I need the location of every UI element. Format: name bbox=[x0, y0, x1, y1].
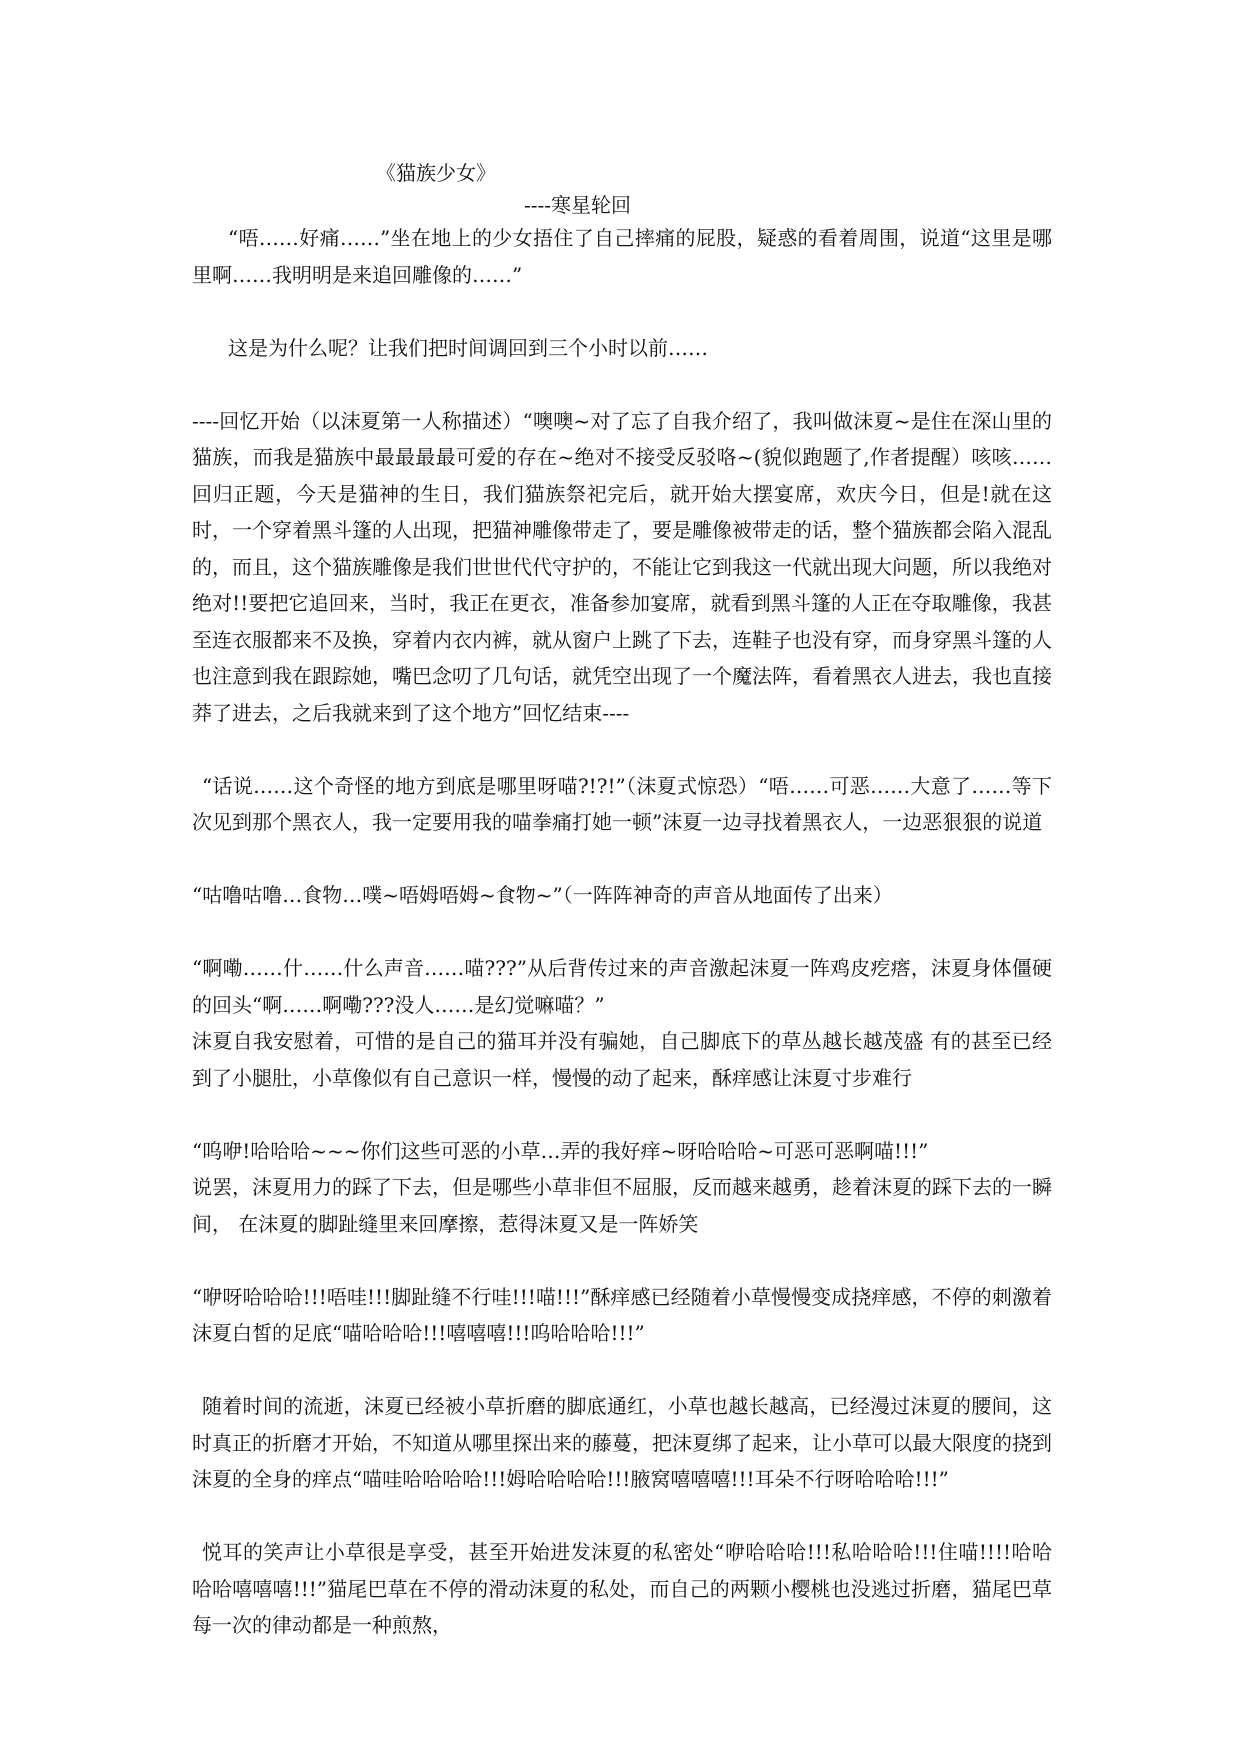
paragraph-10: “咿呀哈哈哈!!!唔哇!!!脚趾缝不行哇!!!喵!!!”酥痒感已经随着小草慢慢变成挠痒感，不停的刺激着沫夏白皙的足底“喵哈哈哈!!!嘻嘻嘻!!!呜哈哈哈!!!” bbox=[192, 1284, 1052, 1345]
paragraph-8: “呜咿!哈哈哈~~~你们这些可恶的小草…弄的我好痒~呀哈哈哈~可恶可恶啊喵!!!” bbox=[192, 1138, 929, 1163]
document-title: 《猫族少女》 bbox=[376, 161, 496, 185]
document-body bbox=[192, 220, 1052, 1644]
paragraph-4: “话说……这个奇怪的地方到底是哪里呀喵?!?!”（沫夏式惊恐）“唔……可恶……大意了……等下次见到那个黑衣人，我一定要用我的喵拳痛打她一顿”沫夏一边寻找着黑衣人，一边恶狠狠的说道 bbox=[192, 773, 1052, 834]
paragraph-2: 这是为什么呢？让我们把时间调回到三个小时以前…… bbox=[228, 335, 708, 360]
paragraph-9: 说罢，沫夏用力的踩了下去，但是哪些小草非但不屈服，反而越来越勇，趁着沫夏的踩下去的一瞬间， 在沫夏的脚趾缝里来回摩擦，惹得沫夏又是一阵娇笑 bbox=[192, 1175, 1052, 1236]
paragraph-11: 随着时间的流逝，沫夏已经被小草折磨的脚底通红，小草也越长越高，已经漫过沫夏的腰间，这时真正的折磨才开始，不知道从哪里探出来的藤蔓，把沫夏绑了起来，让小草可以最大限度的挠到沫夏的全身的痒点“喵哇哈哈哈哈!!!姆哈哈哈哈!!!腋窝嘻嘻嘻!!!耳朵不行呀哈哈哈!!!” bbox=[192, 1394, 1052, 1491]
paragraph-5: “咕噜咕噜…食物…噗~唔姆唔姆~食物~”（一阵阵神奇的声音从地面传了出来） bbox=[192, 883, 893, 907]
paragraph-1: “唔……好痛……”坐在地上的少女捂住了自己摔痛的屁股，疑惑的看着周围，说道“这里是哪里啊……我明明是来追回雕像的……” bbox=[192, 226, 1052, 287]
paragraph-7: 沫夏自我安慰着，可惜的是自己的猫耳并没有骗她，自己脚底下的草丛越长越茂盛 有的甚至已经到了小腿肚，小草像似有自己意识一样，慢慢的动了起来，酥痒感让沫夏寸步难行 bbox=[192, 1029, 1052, 1090]
paragraph-6: “啊嘞……什……什么声音……喵???”从后背传过来的声音激起沫夏一阵鸡皮疙瘩，沫夏身体僵硬的回头“啊……啊嘞???没人……是幻觉嘛喵？” bbox=[192, 956, 1052, 1017]
paragraph-12: 悦耳的笑声让小草很是享受，甚至开始进发沫夏的私密处“咿哈哈哈!!!私哈哈哈!!!住喵!!!!哈哈哈哈嘻嘻嘻!!!”猫尾巴草在不停的滑动沫夏的私处，而自己的两颗小樱桃也没逃过折磨，猫尾巴草每一次的律动都是一种煎熬， bbox=[192, 1540, 1052, 1637]
paragraph-3: ----回忆开始（以沫夏第一人称描述）“噢噢~对了忘了自我介绍了，我叫做沫夏~是住在深山里的猫族，而我是猫族中最最最最可爱的存在~绝对不接受反驳咯~(貌似跑题了,作者提醒）咳咳……回归正题，今天是猫神的生日，我们猫族祭祀完后，就开始大摆宴席，欢庆今日，但是!就在这时，一个穿着黑斗篷的人出现，把猫神雕像带走了，要是雕像被带走的话，整个猫族都会陷入混乱的，而且，这个猫族雕像是我们世世代代守护的，不能让它到我这一代就出现大问题，所以我绝对绝对!!要把它追回来，当时，我正在更衣，准备参加宴席，就看到黑斗篷的人正在夺取雕像，我甚至连衣服都来不及换，穿着内衣内裤，就从窗户上跳了下去，连鞋子也没有穿，而身穿黑斗篷的人也注意到我在跟踪她，嘴巴念叨了几句话，就凭空出现了一个魔法阵，看着黑衣人进去，我也直接莽了进去，之后我就来到了这个地方”回忆结束---- bbox=[192, 408, 1052, 725]
document-author: ----寒星轮回 bbox=[524, 193, 632, 217]
